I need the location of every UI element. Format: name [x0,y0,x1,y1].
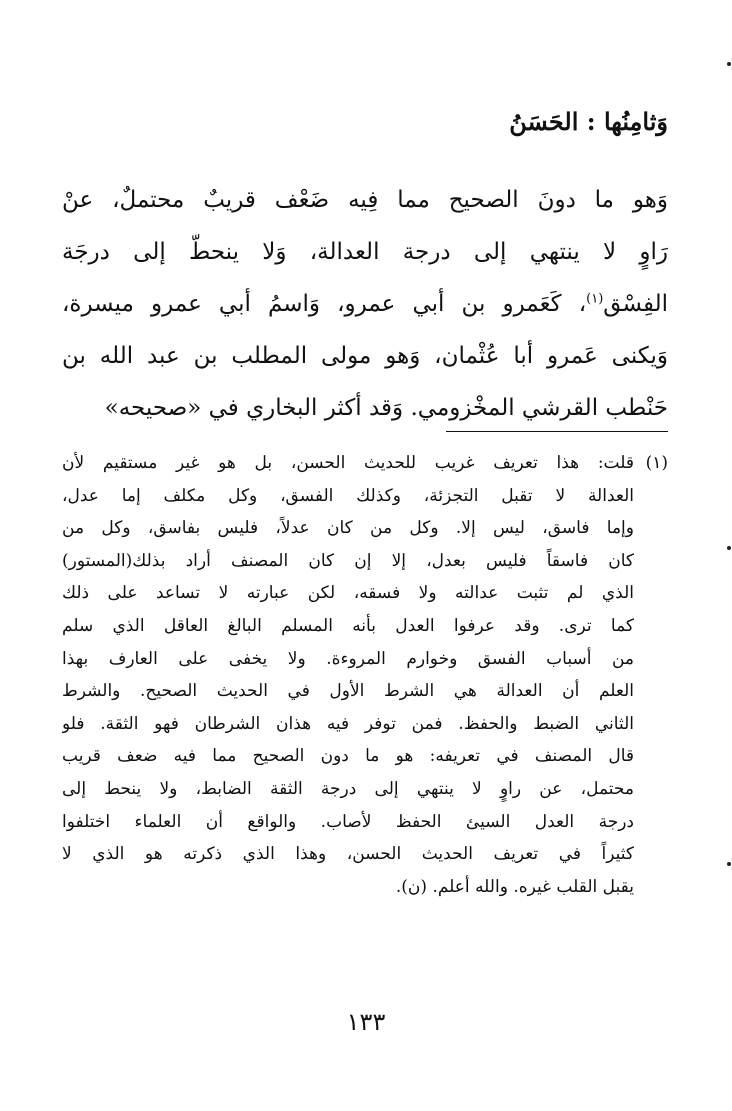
main-text-line: وَيكنى عَمرو أبا عُثْمان، وَهو مولى المطلب بن عبد الله بن [62,343,668,369]
footnote-body [62,447,668,903]
margin-mark [727,62,731,66]
footnote-number: (١) [645,453,668,473]
footnote-lines [62,447,634,903]
footnote-line: العدالة لا تقبل التجزئة، وكذلك الفسق، وكل مكلف إما عدل، [62,485,634,506]
footnote-line: الذي لم تثبت عدالته ولا فسقه، لكن عبارته لا تساعد على ذلك [62,583,634,604]
footnote-line: محتمل، عن راوٍ لا ينتهي إلى درجة الثقة الضابط، ولا ينحط إلى [62,778,634,799]
footnote-line: الثاني الضبط والحفظ. فمن توفر فيه هذان الشرطان فهو الثقة. فلو [62,713,634,734]
margin-mark [727,546,731,550]
footnote-line: كما ترى. وقد عرفوا العدل بأنه المسلم البالغ العاقل الذي سلم [62,615,634,636]
page-number: ١٣٣ [346,1008,386,1036]
section-heading: وَثامِنُها : الحَسَنُ [509,107,668,136]
main-text [62,174,668,434]
footnote-line: العلم أن العدالة هي الشرط الأول في الحديث الصحيح. والشرط [62,681,634,702]
footnote-separator [446,431,668,432]
footnote-line: كان فاسقاً فليس بعدل، إلا إن كان المصنف أراد بذلك(المستور) [62,550,634,571]
main-text-fragment: ، كَعَمرو بن أبي عمرو، وَاسمُ أبي عمرو ميسرة، [62,291,587,317]
main-text-line: وَهو ما دونَ الصحيح مما فِيه ضَعْف قريبٌ محتملٌ، عنْ [62,187,668,213]
footnote-line: من أسباب الفسق وخوارم المروءة. ولا يخفى على العارف بهذا [62,648,634,669]
footnote [62,447,668,903]
main-text-line: حَنْطب القرشي المخْزومي. وَقد أكثر البخاري في «صحيحه» [104,395,668,421]
footnote-line: وإما فاسق، ليس إلا. وكل من كان عدلاً، فليس بفاسق، وكل من [62,518,634,539]
main-text-line [62,278,668,330]
footnote-line: قلت: هذا تعريف غريب للحديث الحسن، بل هو غير مستقيم لأن [62,453,634,473]
main-text-line: رَاوٍ لا ينتهي إلى درجة العدالة، وَلا ينحطّ إلى درجَة [62,239,668,265]
main-text-fragment: الفِسْق [603,291,668,317]
footnote-line: درجة العدل السيئ الحفظ لأصاب. والواقع أن العلماء اختلفوا [62,811,634,832]
margin-mark [727,862,731,866]
footnote-line: يقبل القلب غيره. والله أعلم. (ن). [395,876,634,897]
footnote-reference[interactable]: (١) [586,291,604,307]
footnote-line: كثيراً في تعريف الحديث الحسن، وهذا الذي ذكرته هو الذي لا [62,844,634,865]
footnote-line: قال المصنف في تعريفه: هو ما دون الصحيح مما فيه ضعف قريب [62,746,634,767]
